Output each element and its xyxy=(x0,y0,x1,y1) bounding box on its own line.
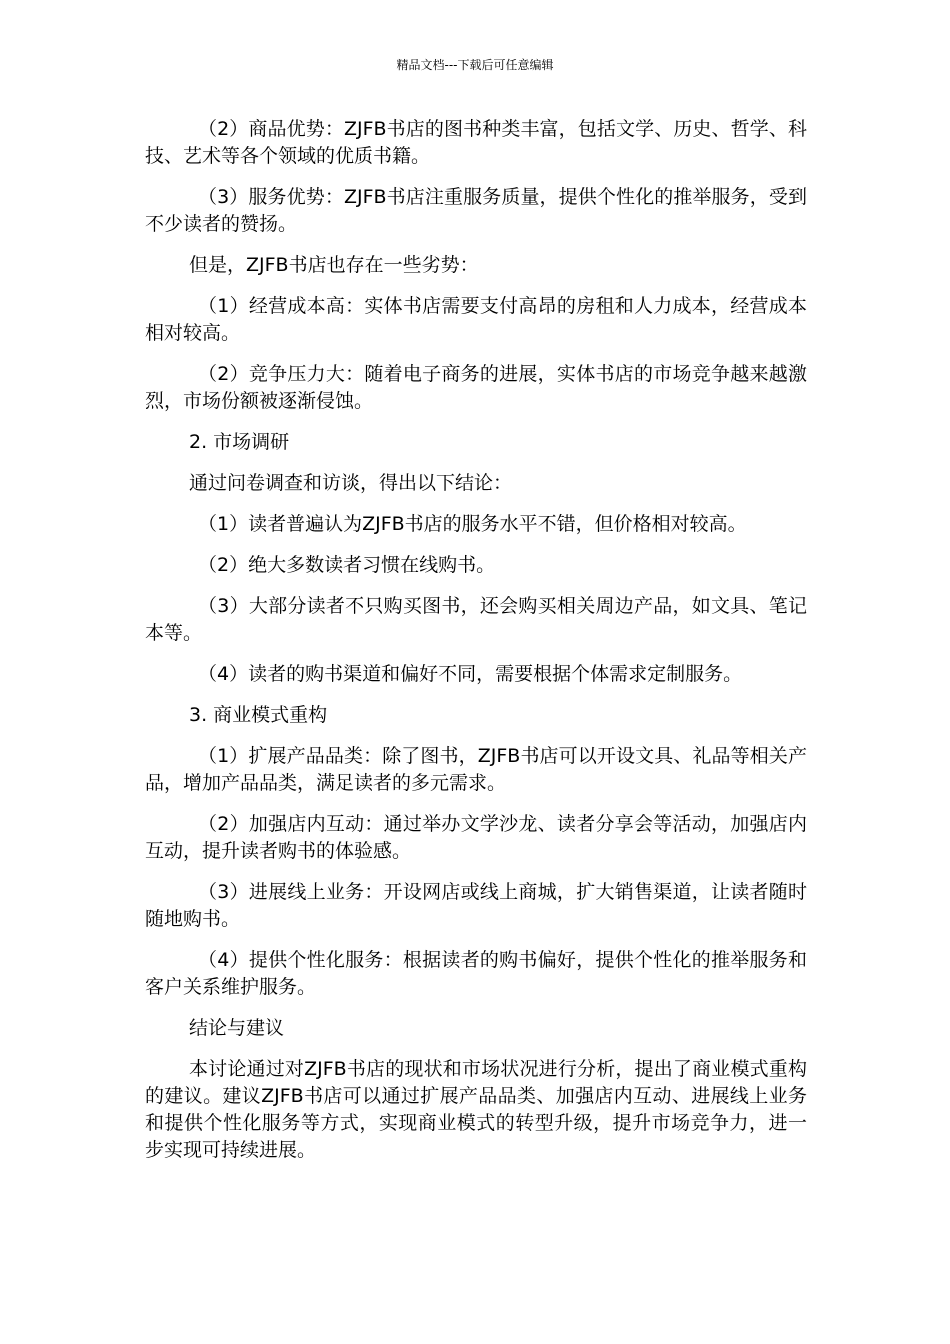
paragraph-weaknesses-intro: 但是，ZJFB书店也存在一些劣势： xyxy=(189,254,479,276)
list-item-finding-3: （3）大部分读者不只购买图书，还会购买相关周边产品，如文具、笔记本等。 xyxy=(145,595,807,644)
list-item-high-cost: （1）经营成本高：实体书店需要支付高昂的房租和人力成本，经营成本相对较高。 xyxy=(145,295,807,344)
paragraph-survey-intro: 通过问卷调查和访谈，得出以下结论： xyxy=(189,472,513,494)
list-item-finding-1: （1）读者普遍认为ZJFB书店的服务水平不错，但价格相对较高。 xyxy=(198,513,747,535)
list-item-store-interaction: （2）加强店内互动：通过举办文学沙龙、读者分享会等活动，加强店内互动，提升读者购书的体验感。 xyxy=(145,813,807,862)
list-item-product-advantage: （2）商品优势：ZJFB书店的图书种类丰富，包括文学、历史、哲学、科技、艺术等各个领域的优质书籍。 xyxy=(145,118,807,167)
list-item-personalized-service: （4）提供个性化服务：根据读者的购书偏好，提供个性化的推举服务和客户关系维护服务。 xyxy=(145,949,807,998)
list-item-expand-products: （1）扩展产品品类：除了图书，ZJFB书店可以开设文具、礼品等相关产品，增加产品品类，满足读者的多元需求。 xyxy=(145,745,807,794)
section-heading-conclusion: 结论与建议 xyxy=(189,1017,285,1039)
page-header: 精品文档---下载后可任意编辑 xyxy=(396,58,554,72)
section-heading-business-model: 3. 商业模式重构 xyxy=(189,704,328,726)
list-item-service-advantage: （3）服务优势：ZJFB书店注重服务质量，提供个性化的推举服务，受到不少读者的赞扬。 xyxy=(145,186,807,235)
document-body xyxy=(145,116,807,1164)
paragraph-conclusion: 本讨论通过对ZJFB书店的现状和市场状况进行分析，提出了商业模式重构的建议。建议ZJFB书店可以通过扩展产品品类、加强店内互动、进展线上业务和提供个性化服务等方式，实现商业模式的转型升级，提升市场竞争力，进一步实现可持续进展。 xyxy=(145,1058,807,1161)
list-item-online-business: （3）进展线上业务：开设网店或线上商城，扩大销售渠道，让读者随时随地购书。 xyxy=(145,881,807,930)
list-item-finding-2: （2）绝大多数读者习惯在线购书。 xyxy=(198,554,496,576)
section-heading-market-research: 2. 市场调研 xyxy=(189,431,290,453)
list-item-finding-4: （4）读者的购书渠道和偏好不同，需要根据个体需求定制服务。 xyxy=(198,663,743,685)
list-item-competition: （2）竞争压力大：随着电子商务的进展，实体书店的市场竞争越来越激烈，市场份额被逐渐侵蚀。 xyxy=(145,363,807,412)
